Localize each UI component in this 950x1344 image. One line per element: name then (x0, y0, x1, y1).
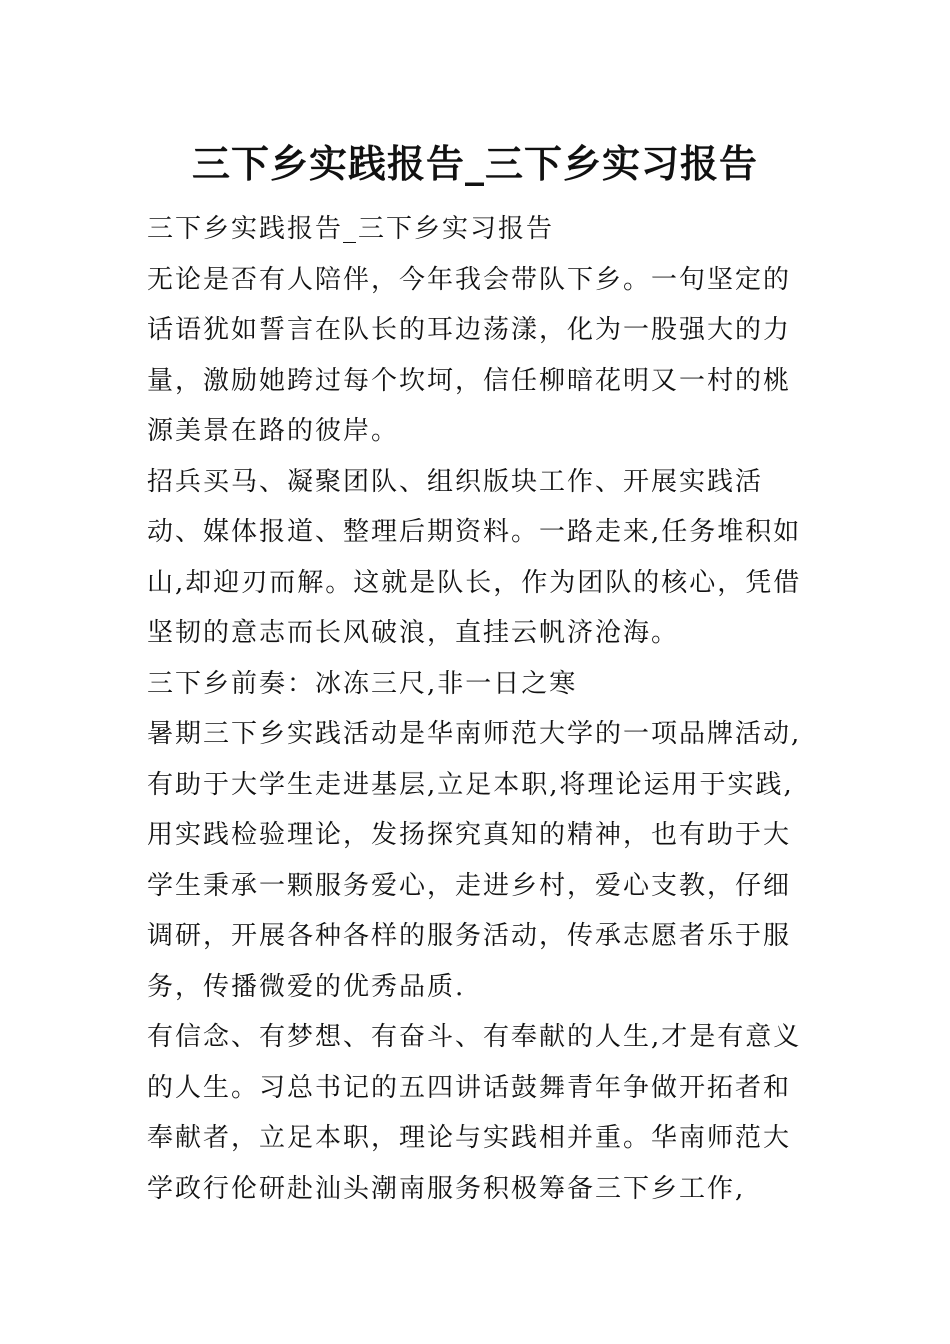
paragraph: 无论是否有人陪伴，今年我会带队下乡。一句坚定的话语犹如誓言在队长的耳边荡漾，化为一股强大的力量，激励她跨过每个坎坷，信任柳暗花明又一村的桃源美景在路的彼岸。 (147, 264, 792, 446)
document-title: 三下乡实践报告_三下乡实习报告 (191, 141, 758, 186)
section-heading: 三下乡前奏：冰冻三尺,非一日之寒 (147, 668, 578, 699)
paragraph: 有信念、有梦想、有奋斗、有奉献的人生,才是有意义的人生。习总书记的五四讲话鼓舞青年争做开拓者和奉献者，立足本职，理论与实践相并重。华南师范大学政行伦研赴汕头潮南服务积极筹备三下乡工作, (147, 1022, 802, 1204)
paragraph: 暑期三下乡实践活动是华南师范大学的一项品牌活动,有助于大学生走进基层,立足本职,将理论运用于实践,用实践检验理论，发扬探究真知的精神，也有助于大学生秉承一颗服务爱心，走进乡村，爱心支教，仔细调研，开展各种各样的服务活动，传承志愿者乐于服务，传播微爱的优秀品质. (147, 719, 802, 1002)
paragraph-subtitle: 三下乡实践报告_三下乡实习报告 (147, 214, 555, 244)
paragraph: 招兵买马、凝聚团队、组织版块工作、开展实践活动、媒体报道、整理后期资料。一路走来,任务堆积如山,却迎刃而解。这就是队长，作为团队的核心，凭借坚韧的意志而长风破浪，直挂云帆济沧海。 (147, 466, 802, 648)
document-body (147, 204, 817, 1214)
